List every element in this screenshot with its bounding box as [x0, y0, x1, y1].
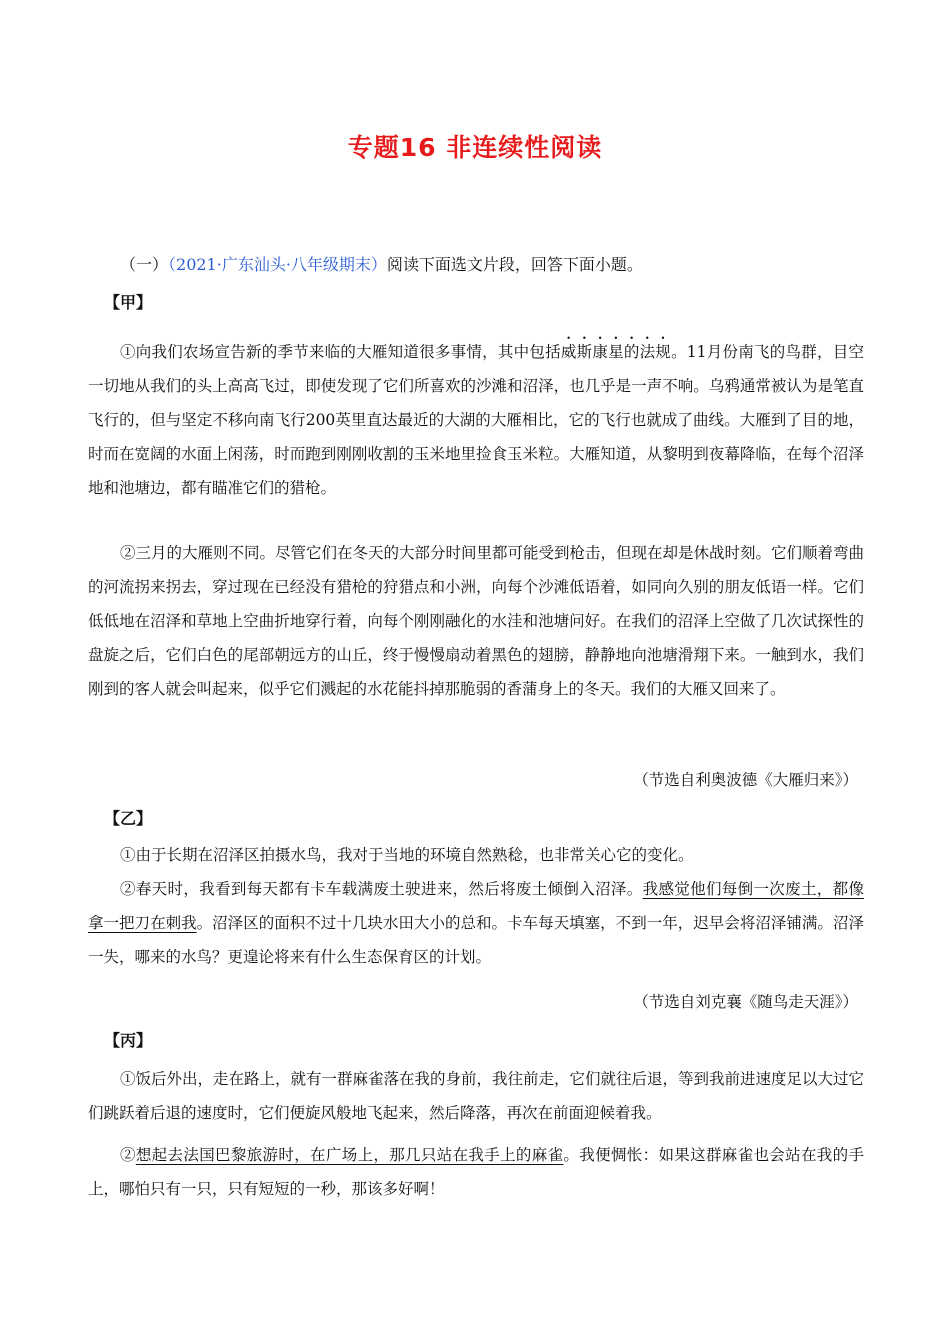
- yi-paragraph-2: ②春天时，我看到每天都有卡车载满废土驶进来，然后将废土倾倒入沼泽。我感觉他们每倒一次废土，都像拿一把刀在刺我。沼泽区的面积不过十几块水田大小的总和。卡车每天填塞，不到一年，迟早会将沼泽铺满。沼泽一失，哪来的水鸟？更遑论将来有什么生态保育区的计划。: [88, 880, 864, 966]
- section-label-yi: 【乙】: [104, 809, 153, 828]
- jia-paragraph-2: ②三月的大雁则不同。尽管它们在冬天的大部分时间里都可能受到枪击，但现在却是休战时刻。它们顺着弯曲的河流拐来拐去，穿过现在已经没有猎枪的狩猎点和小洲，向每个沙滩低语着，如同向久别的朋友低语一样。它们低低地在沼泽和草地上空曲折地穿行着，向每个刚刚融化的水洼和池塘问好。在我们的沼泽上空做了几次试探性的盘旋之后，它们白色的尾部朝远方的山丘，终于慢慢扇动着黑色的翅膀，静静地向池塘滑翔下来。一触到水，我们刚到的客人就会叫起来，似乎它们溅起的水花能抖掉那脆弱的香蒲身上的冬天。我们的大雁又回来了。: [88, 544, 865, 698]
- question-intro: [120, 252, 643, 275]
- question-instruction: 阅读下面选文片段，回答下面小题。: [386, 255, 643, 274]
- underlined-sentence: 我感觉他们每倒一次废土，都像拿一把刀在刺我: [88, 880, 864, 932]
- section-label-jia: 【甲】: [104, 293, 153, 312]
- emphasis-text: 威斯康星的法规: [560, 343, 672, 361]
- yi-credit: （节选自刘克襄《随鸟走天涯》）: [633, 993, 858, 1011]
- question-number: （一）: [120, 255, 169, 274]
- question-source: （2021·广东汕头·八年级期末）: [168, 255, 387, 274]
- yi-paragraph-1: ①由于长期在沼泽区拍摄水鸟，我对于当地的环境自然熟稔，也非常关心它的变化。: [120, 846, 694, 864]
- bing-paragraph-1: ①饭后外出，走在路上，就有一群麻雀落在我的身前，我往前走，它们就往后退，等到我前进速度足以大过它们跳跃着后退的速度时，它们便旋风般地飞起来，然后降落，再次在前面迎候着我。: [88, 1070, 865, 1122]
- jia-paragraph-1: ①向我们农场宣告新的季节来临的大雁知道很多事情，其中包括威斯康星的法规。11月份南飞的鸟群，目空一切地从我们的头上高高飞过，即使发现了它们所喜欢的沙滩和沼泽，也几乎是一声不响。乌鸦通常被认为是笔直飞行的，但与坚定不移向南飞行200英里直达最近的大湖的大雁相比，它的飞行也就成了曲线。大雁到了目的地，时而在宽阔的水面上闲荡，时而跑到刚刚收割的玉米地里捡食玉米粒。大雁知道，从黎明到夜幕降临，在每个沼泽地和池塘边，都有瞄准它们的猎枪。: [88, 343, 864, 497]
- section-label-bing: 【丙】: [104, 1031, 153, 1050]
- bing-paragraph-2: ②想起去法国巴黎旅游时，在广场上，那几只站在我手上的麻雀。我便惆怅：如果这群麻雀也会站在我的手上，哪怕只有一只，只有短短的一秒，那该多好啊！: [88, 1146, 864, 1198]
- page-title: 专题16 非连续性阅读: [347, 133, 603, 162]
- underlined-sentence: 想起去法国巴黎旅游时，在广场上，那几只站在我手上的麻雀: [135, 1146, 564, 1164]
- jia-credit: （节选自利奥波德《大雁归来》）: [633, 771, 858, 789]
